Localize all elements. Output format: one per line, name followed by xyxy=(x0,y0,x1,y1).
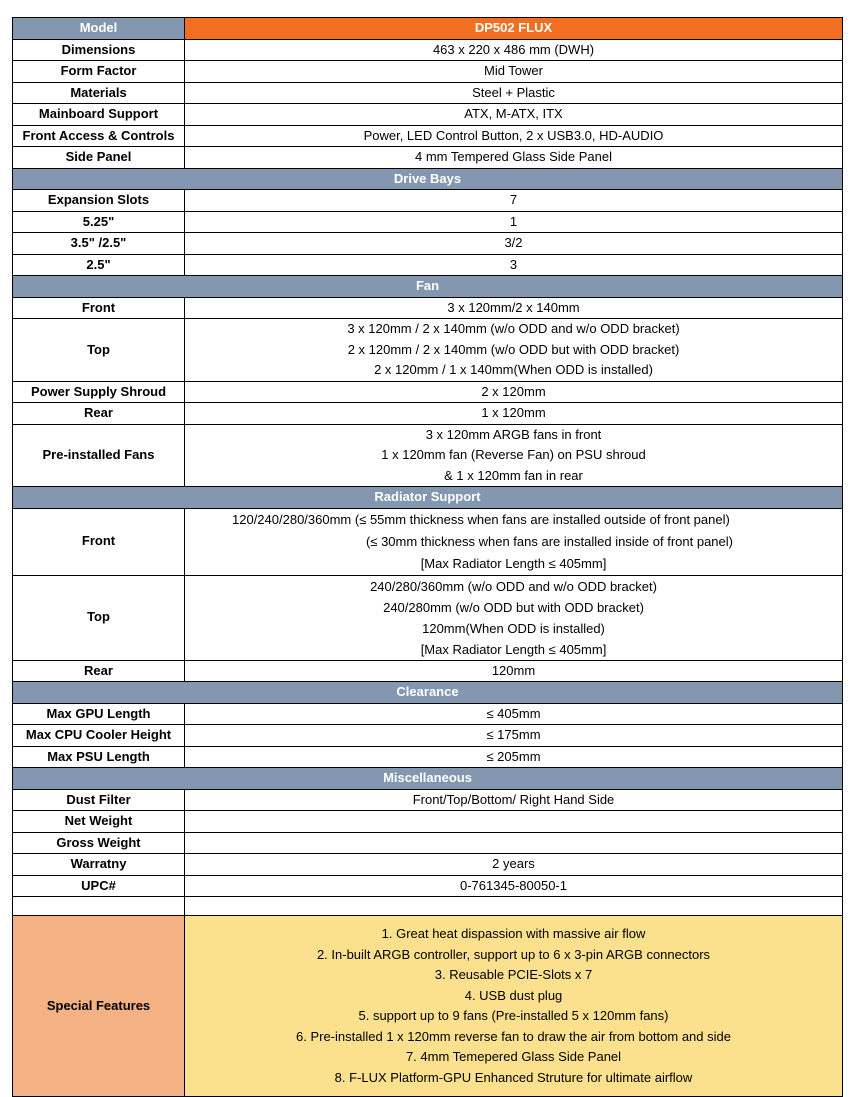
spec-key: Gross Weight xyxy=(13,832,185,854)
value-line: [Max Radiator Length ≤ 405mm] xyxy=(420,641,607,657)
spacer-cell xyxy=(185,897,843,916)
value-line: 3 x 120mm ARGB fans in front xyxy=(425,426,602,442)
spec-key: Max GPU Length xyxy=(13,703,185,725)
spec-value: ≤ 175mm xyxy=(185,725,843,747)
feature-item: 5. support up to 9 fans (Pre-installed 5 x 120mm fans) xyxy=(358,1008,669,1023)
spec-value-multiline xyxy=(185,575,843,660)
spec-key: 5.25" xyxy=(13,211,185,233)
spec-key: Pre-installed Fans xyxy=(13,424,185,487)
spec-value-multiline xyxy=(185,508,843,575)
spec-key: Mainboard Support xyxy=(13,104,185,126)
table-row xyxy=(13,147,843,169)
spec-key: Dimensions xyxy=(13,39,185,61)
special-features-row xyxy=(13,916,843,1097)
model-label: Model xyxy=(13,18,185,40)
value-line: 240/280mm (w/o ODD but with ODD bracket) xyxy=(383,599,644,615)
spacer-row xyxy=(13,897,843,916)
section-row xyxy=(13,276,843,298)
table-row xyxy=(13,39,843,61)
table-row xyxy=(13,789,843,811)
spec-key: Rear xyxy=(13,403,185,425)
spec-value: ≤ 205mm xyxy=(185,746,843,768)
spec-value: 2 x 120mm xyxy=(185,381,843,403)
spec-key: Expansion Slots xyxy=(13,190,185,212)
spec-value: 463 x 220 x 486 mm (DWH) xyxy=(185,39,843,61)
spec-key: 3.5" /2.5" xyxy=(13,233,185,255)
section-row xyxy=(13,487,843,509)
value-line: 3 x 120mm / 2 x 140mm (w/o ODD and w/o ODD bracket) xyxy=(347,321,680,336)
feature-item: 1. Great heat dispassion with massive air flow xyxy=(381,926,646,941)
spec-key: Form Factor xyxy=(13,61,185,83)
spec-key: Top xyxy=(13,575,185,660)
spec-key: Max PSU Length xyxy=(13,746,185,768)
spec-key: Top xyxy=(13,319,185,382)
spec-value: 3 xyxy=(185,254,843,276)
spec-value: ≤ 405mm xyxy=(185,703,843,725)
table-row xyxy=(13,508,843,575)
spec-value: 1 x 120mm xyxy=(185,403,843,425)
table-row xyxy=(13,703,843,725)
spec-value: 120mm xyxy=(185,660,843,682)
value-line: [Max Radiator Length ≤ 405mm] xyxy=(420,555,607,571)
section-title-misc: Miscellaneous xyxy=(13,768,843,790)
section-title-clearance: Clearance xyxy=(13,682,843,704)
spec-key: Materials xyxy=(13,82,185,104)
special-features-list xyxy=(185,916,843,1097)
value-line: 120/240/280/360mm (≤ 55mm thickness when fans are installed outside of front panel) xyxy=(232,511,730,527)
spec-value: Power, LED Control Button, 2 x USB3.0, HD-AUDIO xyxy=(185,125,843,147)
spec-value: 7 xyxy=(185,190,843,212)
value-line: 2 x 120mm / 1 x 140mm(When ODD is installed) xyxy=(374,362,653,377)
table-row xyxy=(13,746,843,768)
spec-value xyxy=(185,811,843,833)
model-value: DP502 FLUX xyxy=(185,18,843,40)
table-row xyxy=(13,424,843,487)
value-line: (≤ 30mm thickness when fans are installed inside of front panel) xyxy=(366,533,733,549)
value-line: 120mm(When ODD is installed) xyxy=(422,620,605,636)
table-row xyxy=(13,725,843,747)
value-line: 2 x 120mm / 2 x 140mm (w/o ODD but with ODD bracket) xyxy=(347,341,680,357)
spec-key: 2.5" xyxy=(13,254,185,276)
feature-item: 4. USB dust plug xyxy=(464,987,563,1003)
section-title-fan: Fan xyxy=(13,276,843,298)
spec-value: 3 x 120mm/2 x 140mm xyxy=(185,297,843,319)
spec-key: Rear xyxy=(13,660,185,682)
table-row xyxy=(13,211,843,233)
section-row xyxy=(13,682,843,704)
spacer-cell xyxy=(13,897,185,916)
feature-item: 3. Reusable PCIE-Slots x 7 xyxy=(434,967,593,982)
section-title-drive-bays: Drive Bays xyxy=(13,168,843,190)
spec-value: Steel + Plastic xyxy=(185,82,843,104)
table-row xyxy=(13,254,843,276)
table-row xyxy=(13,233,843,255)
spec-table xyxy=(12,17,843,1097)
table-row xyxy=(13,575,843,660)
model-row xyxy=(13,18,843,40)
spec-value-multiline xyxy=(185,319,843,382)
spec-value: ATX, M-ATX, ITX xyxy=(185,104,843,126)
table-row xyxy=(13,381,843,403)
spec-key: Front xyxy=(13,297,185,319)
value-line: 1 x 120mm fan (Reverse Fan) on PSU shroud xyxy=(381,447,646,462)
section-row xyxy=(13,768,843,790)
spec-key: Max CPU Cooler Height xyxy=(13,725,185,747)
feature-item: 6. Pre-installed 1 x 120mm reverse fan to draw the air from bottom and side xyxy=(296,1028,731,1044)
spec-value: 2 years xyxy=(185,854,843,876)
spec-key: Power Supply Shroud xyxy=(13,381,185,403)
spec-key: Net Weight xyxy=(13,811,185,833)
table-row xyxy=(13,125,843,147)
table-row xyxy=(13,82,843,104)
spec-key: Dust Filter xyxy=(13,789,185,811)
table-row xyxy=(13,403,843,425)
value-line: 240/280/360mm (w/o ODD and w/o ODD bracket) xyxy=(370,578,657,594)
spec-value: Front/Top/Bottom/ Right Hand Side xyxy=(185,789,843,811)
table-row xyxy=(13,811,843,833)
spec-key: Side Panel xyxy=(13,147,185,169)
table-row xyxy=(13,61,843,83)
spec-key: Front xyxy=(13,508,185,575)
spec-value: 1 xyxy=(185,211,843,233)
table-row xyxy=(13,832,843,854)
feature-item: 2. In-built ARGB controller, support up to 6 x 3-pin ARGB connectors xyxy=(316,946,711,962)
table-row xyxy=(13,660,843,682)
table-row xyxy=(13,190,843,212)
spec-key: Front Access & Controls xyxy=(13,125,185,147)
spec-value: Mid Tower xyxy=(185,61,843,83)
table-row xyxy=(13,875,843,897)
table-row xyxy=(13,297,843,319)
spec-key: UPC# xyxy=(13,875,185,897)
table-row xyxy=(13,104,843,126)
table-row xyxy=(13,854,843,876)
spec-value xyxy=(185,832,843,854)
spec-value: 0-761345-80050-1 xyxy=(185,875,843,897)
spec-value-multiline xyxy=(185,424,843,487)
value-line: & 1 x 120mm fan in rear xyxy=(444,467,583,483)
special-features-label: Special Features xyxy=(13,916,185,1097)
section-title-radiator: Radiator Support xyxy=(13,487,843,509)
table-row xyxy=(13,319,843,382)
feature-item: 7. 4mm Temepered Glass Side Panel xyxy=(405,1049,622,1064)
section-row xyxy=(13,168,843,190)
spec-key: Warratny xyxy=(13,854,185,876)
spec-value: 3/2 xyxy=(185,233,843,255)
spec-value: 4 mm Tempered Glass Side Panel xyxy=(185,147,843,169)
feature-item: 8. F-LUX Platform-GPU Enhanced Struture for ultimate airflow xyxy=(334,1069,693,1085)
